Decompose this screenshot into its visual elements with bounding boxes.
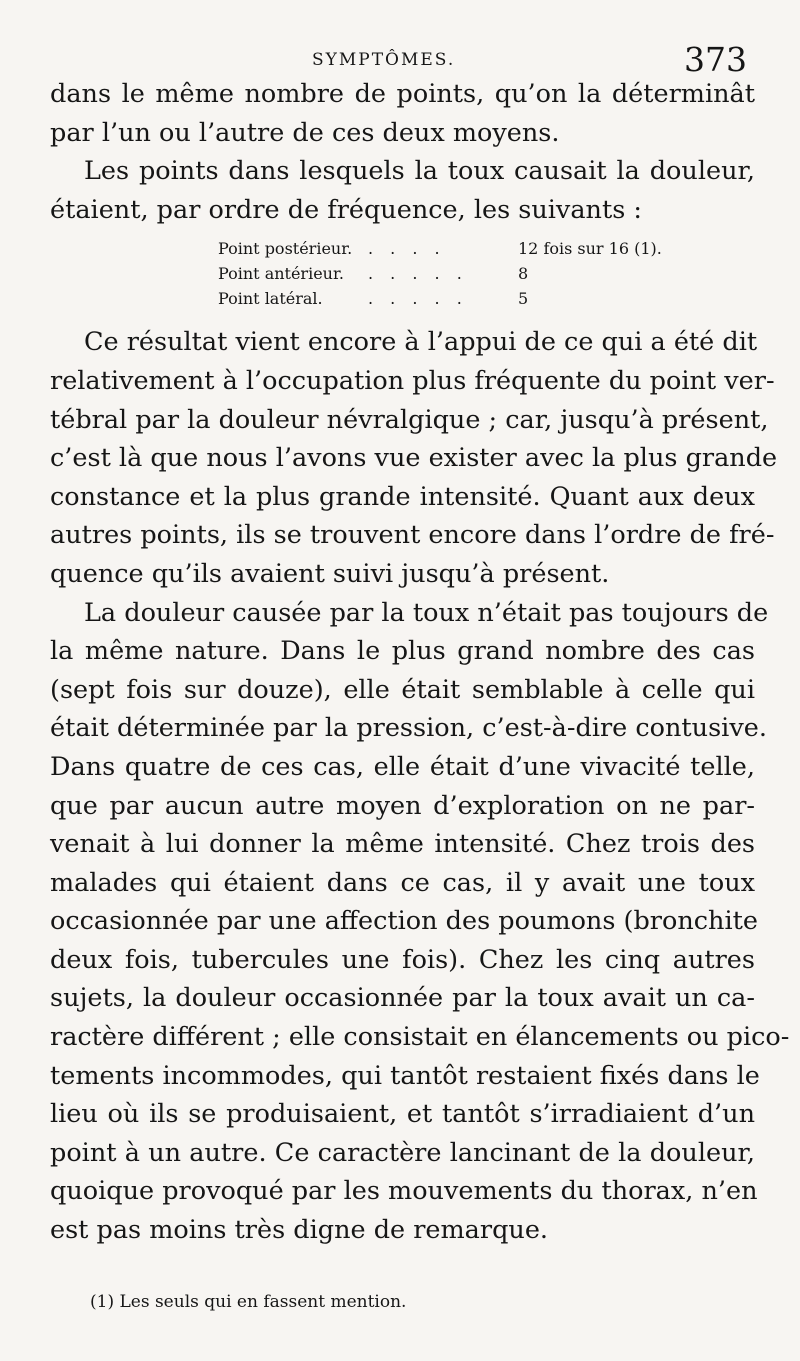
row-count: 12 fois sur 16 (1). — [518, 239, 662, 259]
text-line: tébral par la douleur névralgique ; car, jusqu’à présent, — [50, 404, 769, 435]
text-line: étaient, par ordre de fréquence, les suivants : — [50, 194, 642, 225]
text-line: (sept fois sur douze), elle était semblable à celle qui — [50, 674, 755, 705]
paragraph-4 — [50, 594, 790, 1250]
text-line: Dans quatre de ces cas, elle était d’une vivacité telle, — [50, 751, 755, 782]
text-line: quence qu’ils avaient suivi jusqu’à présent. — [50, 558, 610, 589]
row-count: 5 — [518, 289, 529, 309]
table-row — [218, 261, 708, 286]
text-line: Les points dans lesquels la toux causait la douleur, — [84, 156, 755, 187]
text-line: occasionnée par une affection des poumons (bronchite — [50, 906, 758, 937]
text-line: la même nature. Dans le plus grand nombre des cas — [50, 636, 755, 667]
text-line: quoique provoqué par les mouvements du thorax, n’en — [50, 1176, 758, 1207]
text-line: relativement à l’occupation plus fréquente du point ver- — [50, 365, 775, 396]
row-count: 8 — [518, 264, 529, 284]
text-line: point à un autre. Ce caractère lancinant de la douleur, — [50, 1137, 755, 1168]
text-line: malades qui étaient dans ce cas, il y avait une toux — [50, 867, 755, 898]
table-row — [218, 286, 708, 311]
row-label: Point latéral. — [218, 289, 323, 309]
text-line: Ce résultat vient encore à l’appui de ce qui a été dit — [84, 327, 758, 358]
row-leader-dots: . . . . . — [368, 289, 468, 309]
row-label: Point antérieur. — [218, 264, 344, 284]
text-line: est pas moins très digne de remarque. — [50, 1215, 549, 1246]
frequency-table — [218, 236, 708, 311]
text-line: sujets, la douleur occasionnée par la toux avait un ca- — [50, 983, 755, 1014]
body-text — [50, 75, 790, 1250]
text-line: par l’un ou l’autre de ces deux moyens. — [50, 117, 560, 148]
text-line: que par aucun autre moyen d’exploration on ne par- — [50, 790, 755, 821]
text-line: autres points, ils se trouvent encore dans l’ordre de fré- — [50, 520, 775, 551]
paragraph-1 — [50, 75, 755, 152]
text-line: venait à lui donner la même intensité. Chez trois des — [50, 829, 755, 860]
text-line: deux fois, tubercules une fois). Chez les cinq autres — [50, 944, 755, 975]
text-line: était déterminée par la pression, c’est-à-dire contusive. — [50, 713, 767, 744]
table-row — [218, 236, 708, 261]
text-line: tements incommodes, qui tantôt restaient fixés dans le — [50, 1060, 760, 1091]
running-title: SYMPTÔMES. — [312, 50, 456, 70]
paragraph-2 — [50, 152, 755, 229]
text-line: dans le même nombre de points, qu’on la déterminât — [50, 79, 755, 109]
paragraph-3 — [50, 323, 778, 593]
text-line: c’est là que nous l’avons vue exister avec la plus grande — [50, 443, 778, 474]
text-line: ractère différent ; elle consistait en élancements ou pico- — [50, 1022, 790, 1053]
text-line: La douleur causée par la toux n’était pas toujours de — [84, 597, 769, 628]
row-leader-dots: . . . . — [368, 239, 446, 259]
page-number: 373 — [684, 40, 747, 79]
row-label: Point postérieur. — [218, 239, 353, 259]
footnote: (1) Les seuls qui en fassent mention. — [90, 1292, 407, 1312]
row-leader-dots: . . . . . — [368, 264, 468, 284]
text-line: lieu où ils se produisaient, et tantôt s’irradiaient d’un — [50, 1099, 755, 1130]
text-line: constance et la plus grande intensité. Quant aux deux — [50, 481, 755, 512]
